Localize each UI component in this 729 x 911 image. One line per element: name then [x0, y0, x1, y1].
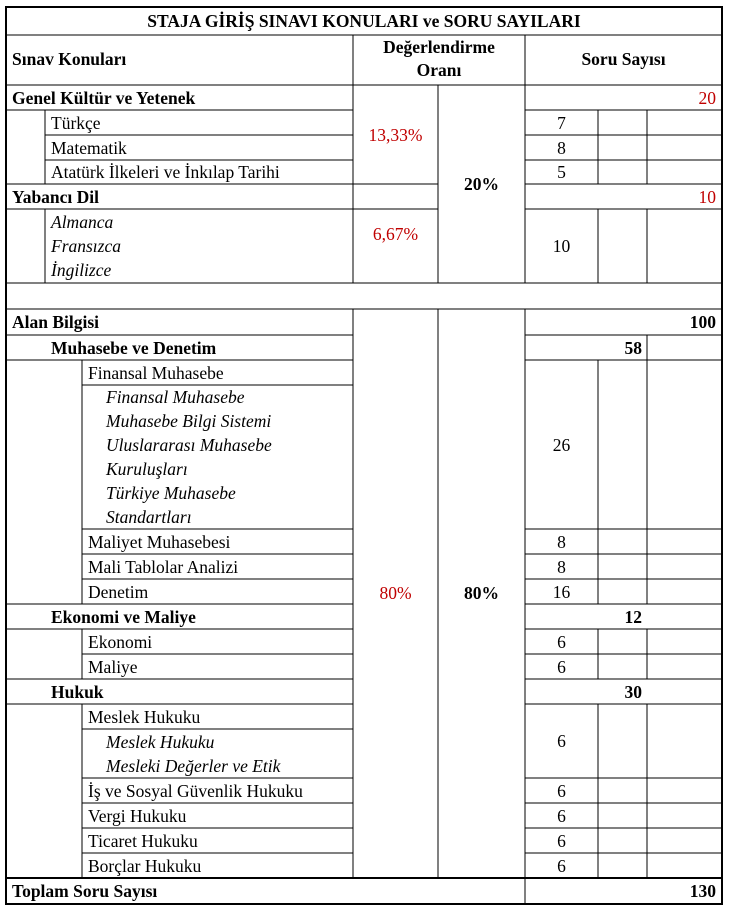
genel-label: Genel Kültür ve Yetenek [12, 88, 196, 108]
hukuk-label: Hukuk [51, 682, 104, 702]
denetim-label: Denetim [88, 582, 149, 602]
genel-count-matematik: 8 [557, 138, 566, 158]
is-sosyal-count: 6 [557, 781, 566, 801]
header-rating-line1: Değerlendirme [383, 37, 495, 57]
finansal-sub-6: Standartları [106, 507, 192, 527]
genel-total: 20 [698, 88, 716, 108]
hukuk-total: 30 [624, 682, 642, 702]
meslek-hukuku-label: Meslek Hukuku [88, 707, 201, 727]
alan-total: 100 [689, 312, 716, 332]
yabanci-label: Yabancı Dil [12, 187, 100, 207]
alan-label: Alan Bilgisi [12, 312, 100, 332]
genel-item-ataturk: Atatürk İlkeleri ve İnkılap Tarihi [51, 162, 280, 182]
ekonomi-maliye-label: Ekonomi ve Maliye [51, 607, 196, 627]
meslek-sub-1: Meslek Hukuku [106, 732, 215, 752]
is-sosyal-label: İş ve Sosyal Güvenlik Hukuku [88, 781, 303, 801]
yabanci-rate: 6,67% [372, 224, 419, 244]
alan-rate-black: 80% [464, 583, 499, 603]
finansal-sub-4: Kuruluşları [106, 459, 188, 479]
vergi-count: 6 [557, 806, 566, 826]
mali-tablolar-count: 8 [557, 557, 566, 577]
borclar-label: Borçlar Hukuku [88, 856, 202, 876]
meslek-sub-2: Mesleki Değerler ve Etik [106, 756, 281, 776]
ticaret-label: Ticaret Hukuku [88, 831, 198, 851]
header-topics: Sınav Konuları [12, 49, 127, 69]
header-question-count: Soru Sayısı [581, 49, 666, 69]
mali-tablolar-label: Mali Tablolar Analizi [88, 557, 239, 577]
ticaret-count: 6 [557, 831, 566, 851]
finansal-label: Finansal Muhasebe [88, 363, 224, 383]
yabanci-count: 10 [552, 236, 571, 256]
genel-item-matematik: Matematik [51, 138, 127, 158]
genel-item-turkce: Türkçe [51, 113, 101, 133]
section1-rate: 20% [464, 174, 499, 194]
finansal-count: 26 [552, 435, 571, 455]
finansal-sub-1: Finansal Muhasebe [106, 387, 245, 407]
finansal-sub-2: Muhasebe Bilgi Sistemi [106, 411, 272, 431]
denetim-count: 16 [552, 582, 571, 602]
genel-count-ataturk: 5 [557, 162, 566, 182]
genel-rate: 13,33% [368, 125, 423, 145]
ekonomi-maliye-total: 12 [624, 607, 642, 627]
genel-count-turkce: 7 [557, 113, 566, 133]
maliye-count: 6 [557, 657, 566, 677]
language-fransizca: Fransızca [51, 236, 121, 256]
language-ingilizce: İngilizce [51, 260, 112, 280]
finansal-sub-5: Türkiye Muhasebe [106, 483, 236, 503]
finansal-sub-3: Uluslararası Muhasebe [106, 435, 272, 455]
maliyet-label: Maliyet Muhasebesi [88, 532, 231, 552]
table-title: STAJA GİRİŞ SINAVI KONULARI ve SORU SAYILARI [147, 11, 581, 31]
borclar-count: 6 [557, 856, 566, 876]
maliye-label: Maliye [88, 657, 138, 677]
total-label: Toplam Soru Sayısı [12, 881, 158, 901]
vergi-label: Vergi Hukuku [88, 806, 187, 826]
language-almanca: Almanca [51, 212, 114, 232]
yabanci-total: 10 [698, 187, 716, 207]
total-value: 130 [689, 881, 716, 901]
maliyet-count: 8 [557, 532, 566, 552]
header-rating-line2: Oranı [416, 60, 462, 80]
muhasebe-total: 58 [624, 338, 642, 358]
meslek-hukuku-count: 6 [557, 731, 566, 751]
alan-rate-red: 80% [379, 583, 412, 603]
ekonomi-count: 6 [557, 632, 566, 652]
muhasebe-label: Muhasebe ve Denetim [51, 338, 217, 358]
ekonomi-label: Ekonomi [88, 632, 153, 652]
